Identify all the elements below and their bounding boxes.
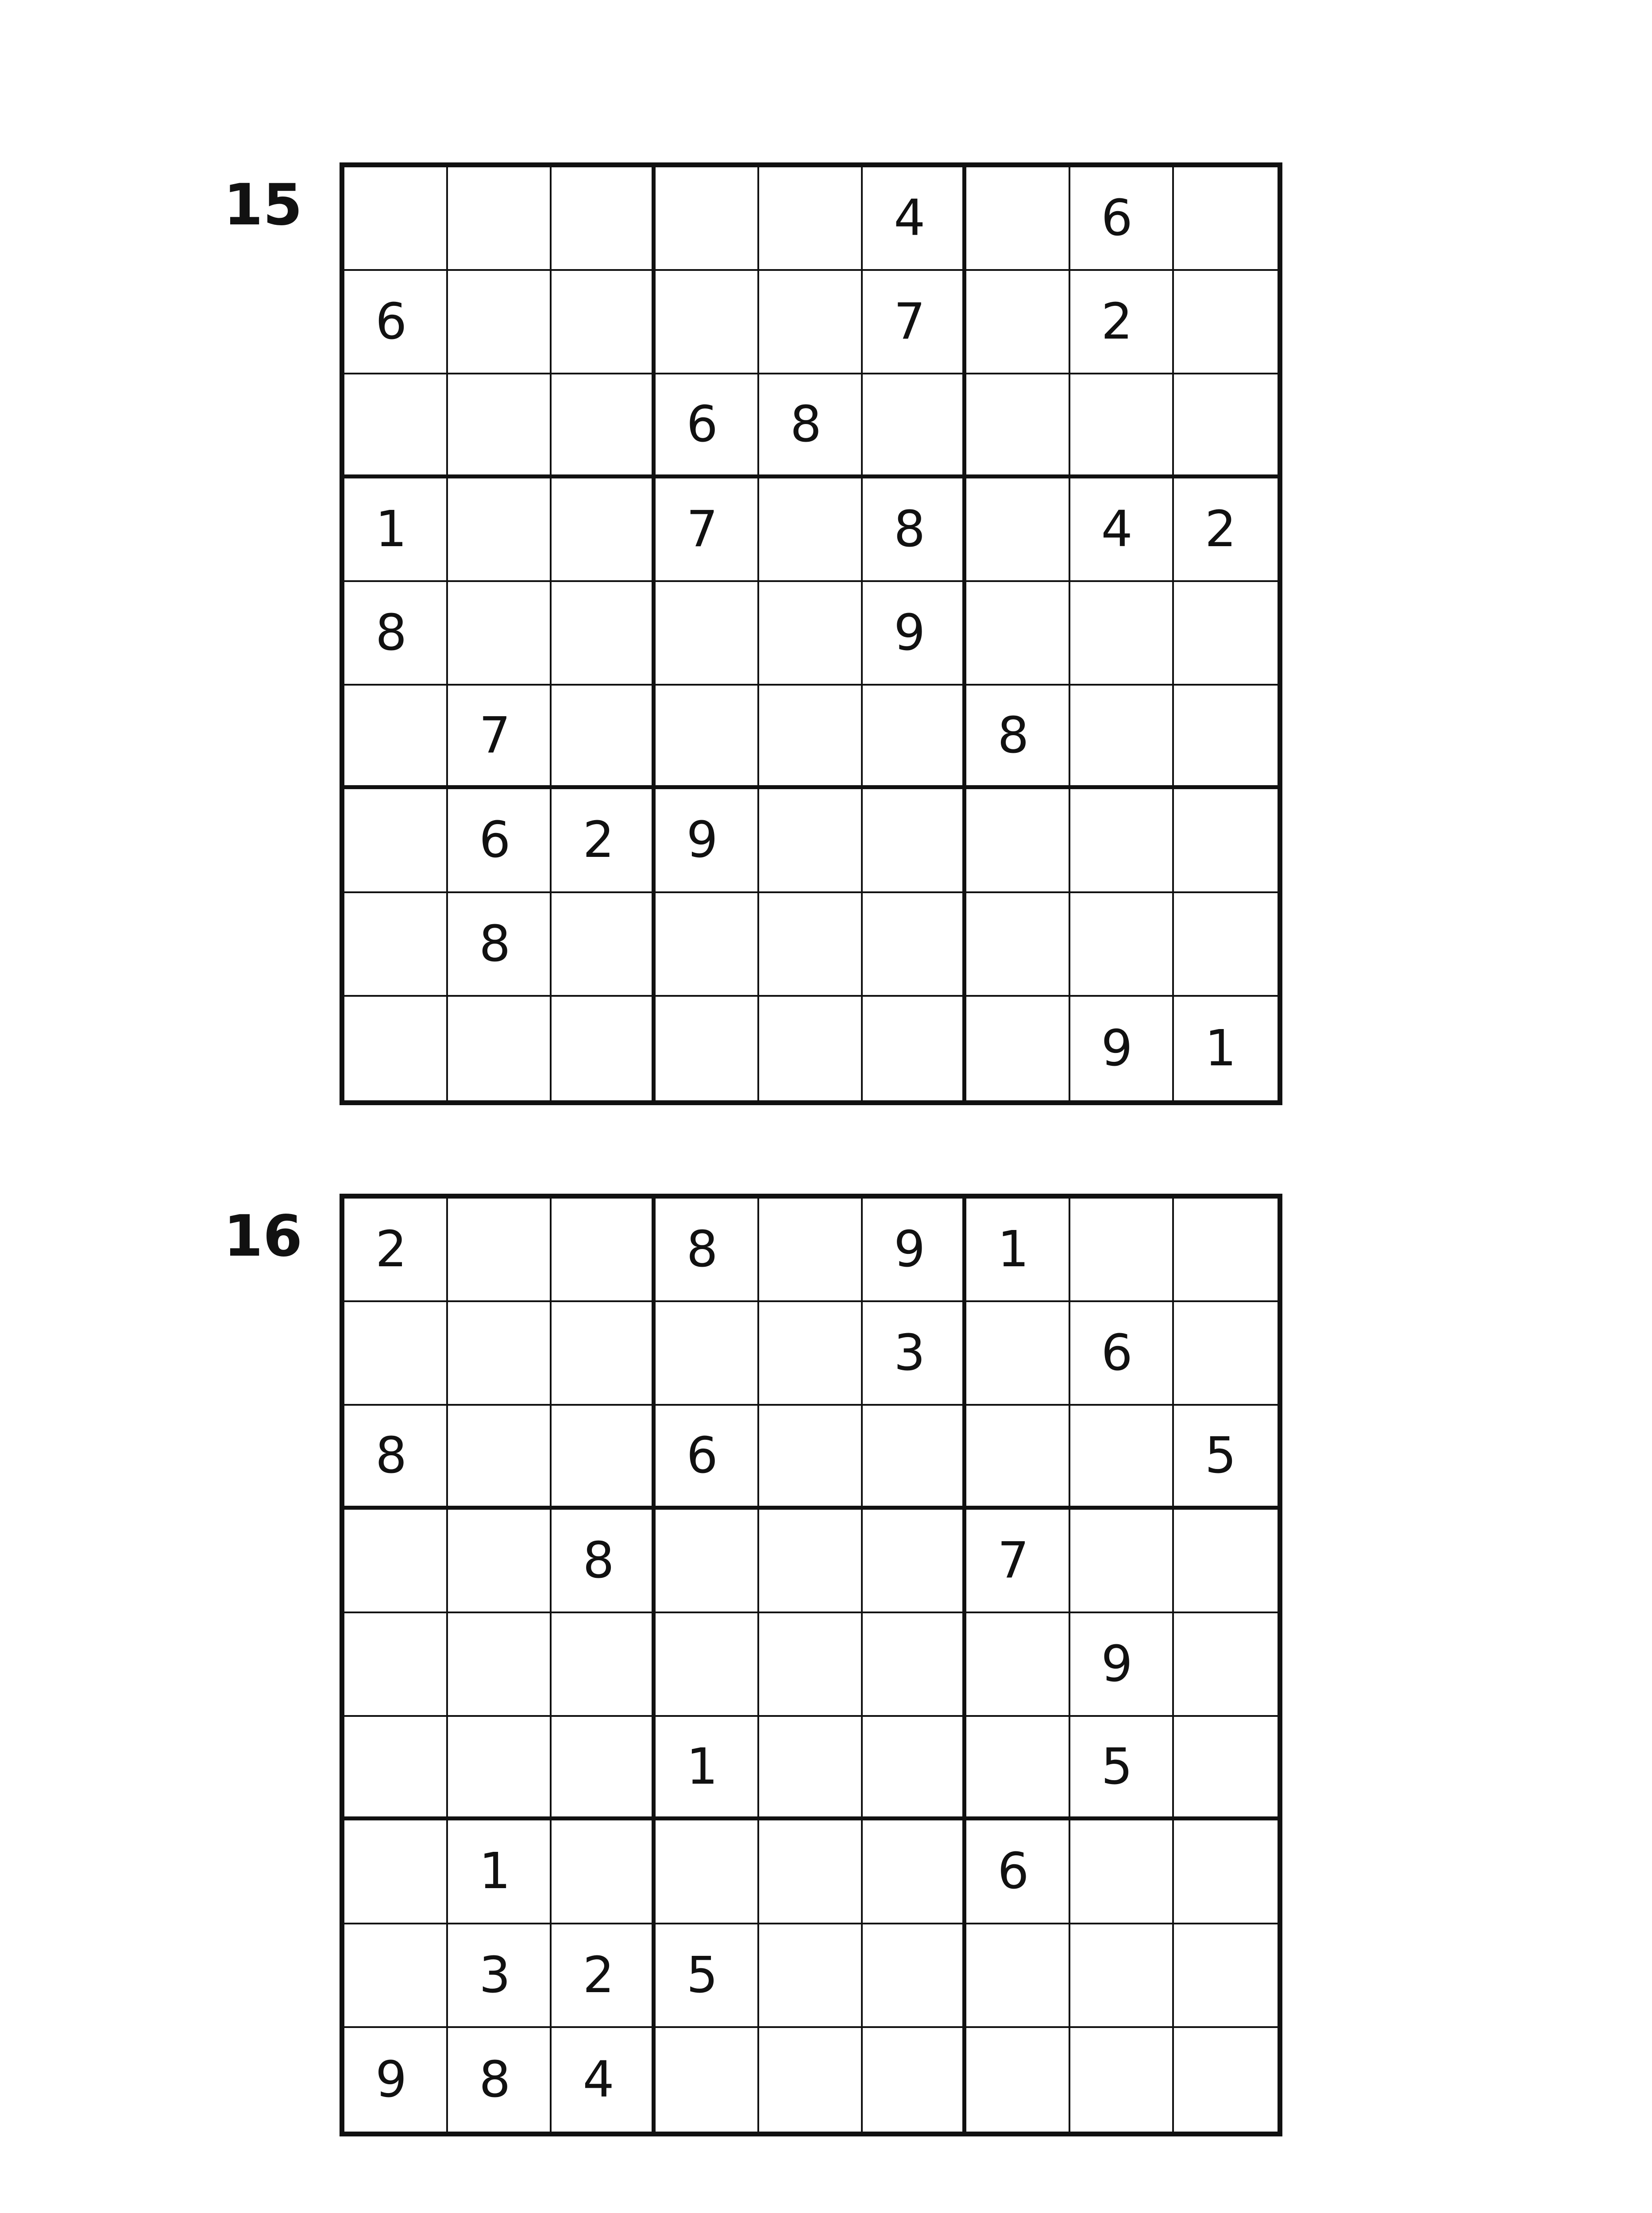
sudoku-cell[interactable] [344, 686, 448, 789]
puzzle-number: 16 [224, 1203, 303, 1269]
sudoku-cell[interactable] [863, 1924, 966, 2028]
sudoku-cell[interactable] [1070, 1406, 1174, 1509]
sudoku-cell[interactable] [552, 1820, 655, 1924]
sudoku-cell[interactable] [344, 167, 448, 271]
sudoku-cell[interactable]: 2 [344, 1199, 448, 1302]
sudoku-cell[interactable] [1174, 1510, 1278, 1613]
sudoku-cell[interactable] [656, 1302, 759, 1406]
sudoku-cell[interactable] [552, 997, 655, 1100]
sudoku-cell[interactable] [759, 997, 863, 1100]
sudoku-cell[interactable]: 9 [863, 582, 966, 686]
sudoku-cell[interactable] [448, 997, 552, 1100]
sudoku-cell[interactable]: 8 [863, 478, 966, 582]
sudoku-cell[interactable] [656, 582, 759, 686]
sudoku-cell[interactable] [966, 167, 1070, 271]
sudoku-cell[interactable] [656, 167, 759, 271]
sudoku-cell[interactable] [1070, 374, 1174, 478]
sudoku-cell[interactable] [552, 1406, 655, 1509]
sudoku-cell[interactable]: 4 [552, 2028, 655, 2132]
sudoku-cell[interactable] [656, 997, 759, 1100]
sudoku-cell[interactable] [966, 893, 1070, 997]
sudoku-cell[interactable] [863, 997, 966, 1100]
sudoku-cell[interactable] [863, 1820, 966, 1924]
sudoku-cell[interactable] [1174, 1199, 1278, 1302]
sudoku-cell[interactable] [448, 167, 552, 271]
sudoku-cell[interactable] [1070, 686, 1174, 789]
sudoku-cell[interactable] [552, 1613, 655, 1717]
sudoku-cell[interactable] [759, 789, 863, 893]
sudoku-cell[interactable] [552, 1199, 655, 1302]
sudoku-cell[interactable] [344, 893, 448, 997]
sudoku-cell[interactable] [448, 1406, 552, 1509]
sudoku-cell[interactable]: 8 [759, 374, 863, 478]
sudoku-cell[interactable]: 9 [344, 2028, 448, 2132]
sudoku-cell[interactable]: 6 [448, 789, 552, 893]
sudoku-cell[interactable]: 7 [863, 271, 966, 374]
sudoku-cell[interactable] [448, 271, 552, 374]
sudoku-cell[interactable] [1070, 1820, 1174, 1924]
sudoku-cell[interactable]: 6 [656, 1406, 759, 1509]
sudoku-cell[interactable]: 9 [1070, 997, 1174, 1100]
sudoku-cell[interactable] [966, 789, 1070, 893]
sudoku-cell[interactable] [966, 1302, 1070, 1406]
sudoku-cell[interactable]: 1 [656, 1717, 759, 1820]
sudoku-cell[interactable] [1174, 1613, 1278, 1717]
sudoku-cell[interactable] [759, 1406, 863, 1509]
sudoku-cell[interactable] [759, 686, 863, 789]
sudoku-cell[interactable] [1174, 686, 1278, 789]
sudoku-cell[interactable] [966, 478, 1070, 582]
sudoku-cell[interactable]: 5 [1174, 1406, 1278, 1509]
sudoku-cell[interactable] [863, 2028, 966, 2132]
sudoku-cell[interactable] [448, 1302, 552, 1406]
sudoku-cell[interactable]: 5 [656, 1924, 759, 2028]
sudoku-cell[interactable]: 4 [1070, 478, 1174, 582]
sudoku-cell[interactable]: 8 [448, 893, 552, 997]
sudoku-cell[interactable] [966, 1924, 1070, 2028]
sudoku-cell[interactable] [552, 167, 655, 271]
sudoku-cell[interactable] [1174, 271, 1278, 374]
sudoku-cell[interactable] [552, 1717, 655, 1820]
sudoku-cell[interactable]: 2 [552, 1924, 655, 2028]
sudoku-cell[interactable] [656, 686, 759, 789]
sudoku-cell[interactable]: 9 [863, 1199, 966, 1302]
sudoku-cell[interactable] [448, 374, 552, 478]
sudoku-cell[interactable] [552, 478, 655, 582]
sudoku-grid [340, 1194, 1282, 2136]
sudoku-cell[interactable]: 8 [448, 2028, 552, 2132]
sudoku-cell[interactable] [1070, 893, 1174, 997]
sudoku-cell[interactable] [1070, 789, 1174, 893]
sudoku-cell[interactable] [344, 1613, 448, 1717]
sudoku-cell[interactable]: 8 [552, 1510, 655, 1613]
puzzle-number: 15 [224, 172, 303, 238]
sudoku-cell[interactable] [759, 1924, 863, 2028]
sudoku-cell[interactable]: 6 [344, 271, 448, 374]
sudoku-cell[interactable]: 8 [966, 686, 1070, 789]
sudoku-cell[interactable] [759, 1302, 863, 1406]
sudoku-cell[interactable]: 1 [344, 478, 448, 582]
sudoku-cell[interactable] [1174, 167, 1278, 271]
sudoku-cell[interactable] [552, 686, 655, 789]
sudoku-cell[interactable] [863, 1406, 966, 1509]
sudoku-cell[interactable] [1070, 1510, 1174, 1613]
sudoku-cell[interactable] [966, 374, 1070, 478]
sudoku-cell[interactable] [552, 374, 655, 478]
sudoku-cell[interactable] [448, 1613, 552, 1717]
sudoku-cell[interactable]: 6 [966, 1820, 1070, 1924]
sudoku-cell[interactable] [1174, 582, 1278, 686]
sudoku-cell[interactable] [966, 1406, 1070, 1509]
sudoku-cell[interactable]: 5 [1070, 1717, 1174, 1820]
sudoku-cell[interactable] [344, 1820, 448, 1924]
sudoku-cell[interactable]: 8 [344, 582, 448, 686]
sudoku-cell[interactable]: 2 [1070, 271, 1174, 374]
sudoku-cell[interactable]: 6 [656, 374, 759, 478]
sudoku-cell[interactable]: 3 [863, 1302, 966, 1406]
sudoku-cell[interactable]: 1 [448, 1820, 552, 1924]
sudoku-cell[interactable] [344, 789, 448, 893]
sudoku-cell[interactable] [863, 1510, 966, 1613]
sudoku-cell[interactable] [656, 271, 759, 374]
sudoku-cell[interactable] [552, 893, 655, 997]
sudoku-cell[interactable] [759, 893, 863, 997]
sudoku-cell[interactable] [656, 1820, 759, 1924]
sudoku-cell[interactable] [966, 997, 1070, 1100]
sudoku-cell[interactable] [966, 582, 1070, 686]
sudoku-cell[interactable] [759, 582, 863, 686]
sudoku-cell[interactable] [759, 1820, 863, 1924]
sudoku-cell[interactable]: 1 [966, 1199, 1070, 1302]
sudoku-cell[interactable] [656, 1613, 759, 1717]
sudoku-cell[interactable] [448, 478, 552, 582]
sudoku-cell[interactable] [552, 1302, 655, 1406]
sudoku-cell[interactable]: 7 [656, 478, 759, 582]
sudoku-cell[interactable] [1174, 893, 1278, 997]
sudoku-cell[interactable] [863, 789, 966, 893]
sudoku-cell[interactable] [344, 1510, 448, 1613]
sudoku-cell[interactable] [1174, 1820, 1278, 1924]
sudoku-cell[interactable] [966, 1717, 1070, 1820]
sudoku-cell[interactable]: 9 [656, 789, 759, 893]
sudoku-cell[interactable] [863, 1613, 966, 1717]
sudoku-cell[interactable] [759, 2028, 863, 2132]
sudoku-cell[interactable] [759, 1199, 863, 1302]
sudoku-cell[interactable] [1174, 2028, 1278, 2132]
sudoku-cell[interactable] [759, 1717, 863, 1820]
sudoku-cell[interactable]: 8 [656, 1199, 759, 1302]
sudoku-cell[interactable] [966, 271, 1070, 374]
sudoku-cell[interactable]: 3 [448, 1924, 552, 2028]
sudoku-cell[interactable] [344, 1924, 448, 2028]
sudoku-cell[interactable]: 7 [448, 686, 552, 789]
sudoku-cell[interactable] [1070, 2028, 1174, 2132]
sudoku-cell[interactable] [863, 686, 966, 789]
sudoku-cell[interactable] [1174, 1302, 1278, 1406]
sudoku-cell[interactable] [448, 1510, 552, 1613]
sudoku-cell[interactable] [656, 1510, 759, 1613]
sudoku-cell[interactable] [863, 374, 966, 478]
sudoku-cell[interactable] [759, 1510, 863, 1613]
sudoku-cell[interactable] [1174, 1924, 1278, 2028]
sudoku-cell[interactable] [1174, 789, 1278, 893]
sudoku-cell[interactable] [656, 893, 759, 997]
sudoku-cell[interactable] [1174, 1717, 1278, 1820]
sudoku-cell[interactable] [656, 2028, 759, 2132]
sudoku-cell[interactable]: 8 [344, 1406, 448, 1509]
sudoku-cell[interactable] [448, 1199, 552, 1302]
sudoku-cell[interactable]: 7 [966, 1510, 1070, 1613]
sudoku-cell[interactable] [1070, 582, 1174, 686]
sudoku-cell[interactable] [863, 893, 966, 997]
sudoku-cell[interactable]: 9 [1070, 1613, 1174, 1717]
sudoku-cell[interactable] [344, 1717, 448, 1820]
sudoku-grid [340, 162, 1282, 1105]
sudoku-cell[interactable]: 2 [1174, 478, 1278, 582]
sudoku-cell[interactable] [344, 997, 448, 1100]
sudoku-cell[interactable] [759, 167, 863, 271]
sudoku-cell[interactable] [759, 478, 863, 582]
sudoku-cell[interactable]: 6 [1070, 167, 1174, 271]
sudoku-cell[interactable]: 1 [1204, 1019, 1237, 1077]
sudoku-cell[interactable] [966, 2028, 1070, 2132]
sudoku-cell[interactable] [552, 271, 655, 374]
sudoku-cell[interactable] [863, 1717, 966, 1820]
sudoku-cell[interactable]: 2 [552, 789, 655, 893]
sudoku-cell[interactable] [552, 582, 655, 686]
sudoku-cell[interactable] [344, 374, 448, 478]
sudoku-cell[interactable]: 4 [863, 167, 966, 271]
sudoku-cell[interactable] [759, 1613, 863, 1717]
sudoku-cell[interactable] [966, 1613, 1070, 1717]
sudoku-cell[interactable] [448, 582, 552, 686]
sudoku-cell[interactable] [448, 1717, 552, 1820]
sudoku-cell[interactable] [1174, 374, 1278, 478]
sudoku-cell[interactable] [1070, 1924, 1174, 2028]
sudoku-cell[interactable] [759, 271, 863, 374]
sudoku-cell[interactable] [344, 1302, 448, 1406]
sudoku-cell[interactable]: 6 [1070, 1302, 1174, 1406]
sudoku-cell[interactable] [1070, 1199, 1174, 1302]
